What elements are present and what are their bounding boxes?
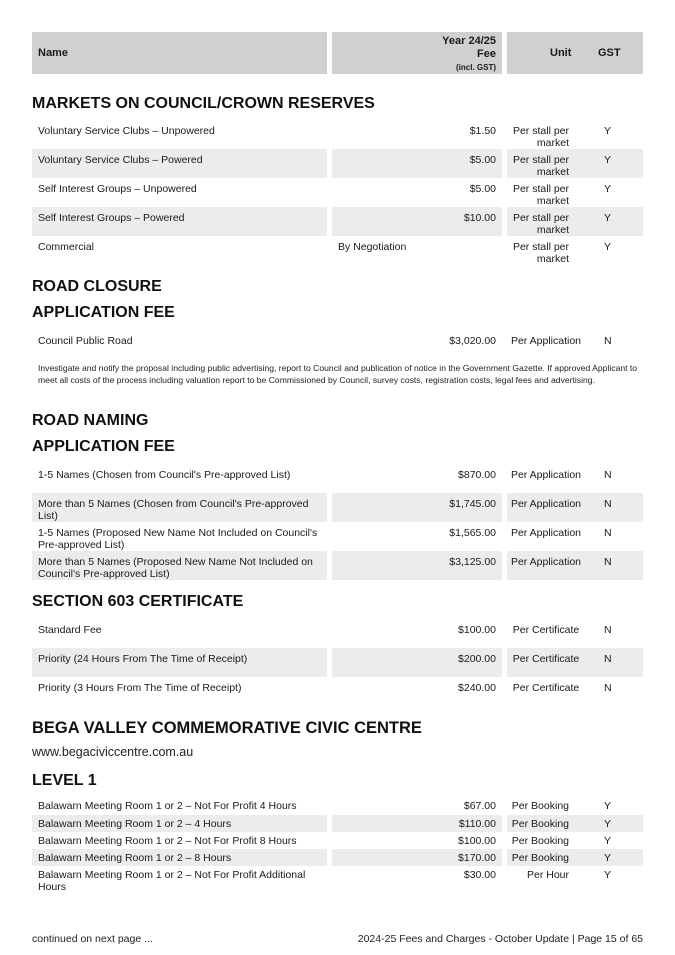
subsection-title-application-fee: APPLICATION FEE [32, 438, 175, 455]
table-row: Voluntary Service Clubs – Unpowered $1.50 Per stall per market Y [38, 125, 612, 149]
table-row: More than 5 Names (Proposed New Name Not Included on Council's Pre-approved List) $3,125.00 Per Application N [32, 551, 643, 580]
section-title-road-naming: ROAD NAMING [32, 412, 149, 429]
footer-continued: continued on next page ... [32, 933, 153, 945]
table-row: Standard Fee $100.00 Per Certificate N [38, 624, 612, 636]
table-row: Balawarn Meeting Room 1 or 2 – 4 Hours $110.00 Per Booking Y [32, 815, 643, 832]
table-row: Commercial By Negotiation Per stall per market Y [38, 241, 612, 265]
civic-centre-url[interactable]: www.begaciviccentre.com.au [32, 745, 194, 759]
header-unit-gst [507, 32, 643, 74]
table-row: More than 5 Names (Chosen from Council's Pre-approved List) $1,745.00 Per Application N [32, 493, 643, 522]
road-closure-note: Investigate and notify the proposal including public advertising, report to Council and publication of notice in the Government Gazette. If approved Applicant to meet all costs of the process including valuation report to be Commissioned by Council, survey costs, registration costs, legal fees and advertising. [38, 363, 638, 385]
table-row: Council Public Road $3,020.00 Per Application N [38, 335, 612, 347]
table-header [32, 32, 643, 74]
table-row: Priority (24 Hours From The Time of Receipt) $200.00 Per Certificate N [32, 648, 643, 677]
header-name: Name [32, 32, 327, 74]
table-row: Self Interest Groups – Powered $10.00 Per stall per market Y [32, 207, 643, 236]
section-title-section-603: SECTION 603 CERTIFICATE [32, 593, 244, 610]
table-row: Balawarn Meeting Room 1 or 2 – 8 Hours $170.00 Per Booking Y [32, 849, 643, 866]
footer-page-info: 2024-25 Fees and Charges - October Update | Page 15 of 65 [357, 933, 643, 945]
table-row: 1-5 Names (Proposed New Name Not Included on Council's Pre-approved List) $1,565.00 Per Application N [38, 527, 612, 551]
header-fee: Year 24/25 Fee (incl. GST) [332, 32, 502, 74]
table-row: Balawarn Meeting Room 1 or 2 – Not For Profit 4 Hours $67.00 Per Booking Y [38, 800, 612, 812]
table-row: Voluntary Service Clubs – Powered $5.00 Per stall per market Y [32, 149, 643, 178]
subsection-title-application-fee: APPLICATION FEE [32, 304, 175, 321]
subsection-title-level-1: LEVEL 1 [32, 772, 97, 789]
section-title-civic-centre: BEGA VALLEY COMMEMORATIVE CIVIC CENTRE [32, 719, 422, 737]
table-row: Priority (3 Hours From The Time of Receipt) $240.00 Per Certificate N [38, 682, 612, 694]
table-row: Self Interest Groups – Unpowered $5.00 Per stall per market Y [38, 183, 612, 207]
section-title-markets: MARKETS ON COUNCIL/CROWN RESERVES [32, 95, 375, 112]
table-row: Balawarn Meeting Room 1 or 2 – Not For Profit Additional Hours $30.00 Per Hour Y [38, 869, 612, 893]
table-row: 1-5 Names (Chosen from Council's Pre-approved List) $870.00 Per Application N [38, 469, 612, 481]
header-gst: GST [598, 47, 621, 59]
table-row: Balawarn Meeting Room 1 or 2 – Not For Profit 8 Hours $100.00 Per Booking Y [38, 835, 612, 847]
section-title-road-closure: ROAD CLOSURE [32, 278, 162, 295]
header-unit: Unit [550, 47, 572, 59]
